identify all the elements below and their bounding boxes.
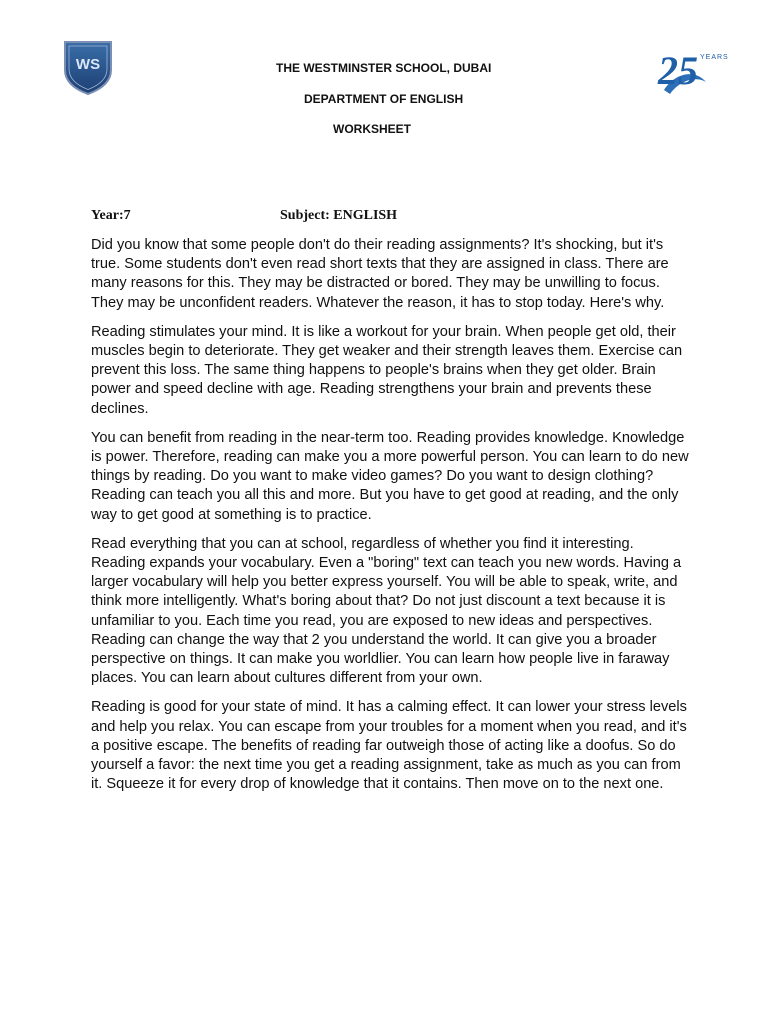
document-type: WORKSHEET — [333, 122, 411, 136]
ws-shield-logo-icon — [62, 40, 114, 96]
subject-label: Subject: ENGLISH — [280, 208, 398, 223]
school-name: THE WESTMINSTER SCHOOL, DUBAI — [276, 61, 492, 75]
paragraph: You can benefit from reading in the near-term too. Reading provides knowledge. Knowledge is power. Therefore, reading can make you a more powerful person. You can learn to do new things by reading. Do you want to make video games? Do you want to design clothing? Reading can teach you all this and more. But you have to get good at reading, and the only way to get good at something is to practice. — [91, 429, 689, 523]
paragraph: Did you know that some people don't do their reading assignments? It's shocking, but it's true. Some students don't even read short texts that they are assigned in class. There are many reasons for this. They may be distracted or bored. They may be unwilling to focus. They may be unconfident readers. Whatever the reason, it has to stop today. Here's why. — [91, 237, 669, 311]
25-logo-number: 25 — [658, 48, 698, 93]
paragraph: Reading is good for your state of mind. It has a calming effect. It can lower your stress levels and help you relax. You can escape from your troubles for a moment when you read, and it's a positive escape. The benefits of reading far outweigh those of acting like a doofus. So do yourself a favor: the next time you get a reading assignment, take as much as you can from it. Squeeze it for every drop of knowledge that it contains. Then move on to the next one. — [91, 699, 687, 793]
paragraph: Reading stimulates your mind. It is like a workout for your brain. When people get old, their muscles begin to deteriorate. They get weaker and their strength leaves them. Exercise can prevent this loss. The same thing happens to people's brains when they get older. Brain power and speed decline with age. Reading strengthens your brain and prevents these declines. — [91, 323, 683, 417]
worksheet-body — [91, 236, 691, 804]
department-name: DEPARTMENT OF ENGLISH — [304, 92, 464, 106]
paragraph: Read everything that you can at school, regardless of whether you find it interesting. Reading expands your vocabulary. Even a "boring" text can teach you new words. Having a larger vocabulary will help you better express yourself. You will be able to speak, write, and think more intelligently. What's boring about that? Do not just discount a text because it is unfamiliar to you. Each time you read, you are exposed to new ideas and perspectives. Reading can change the way that 2 you understand the world. It can give you a broader perspective on things. It can make you worldlier. You can learn how people live in faraway places. You can learn about cultures different from your own. — [91, 535, 682, 687]
year-label: Year:7 — [91, 208, 131, 223]
years-logo-text: YEARS — [700, 54, 729, 61]
worksheet-meta — [91, 208, 398, 224]
ws-logo-text: WS — [75, 56, 101, 73]
25-years-logo-icon — [656, 42, 732, 100]
